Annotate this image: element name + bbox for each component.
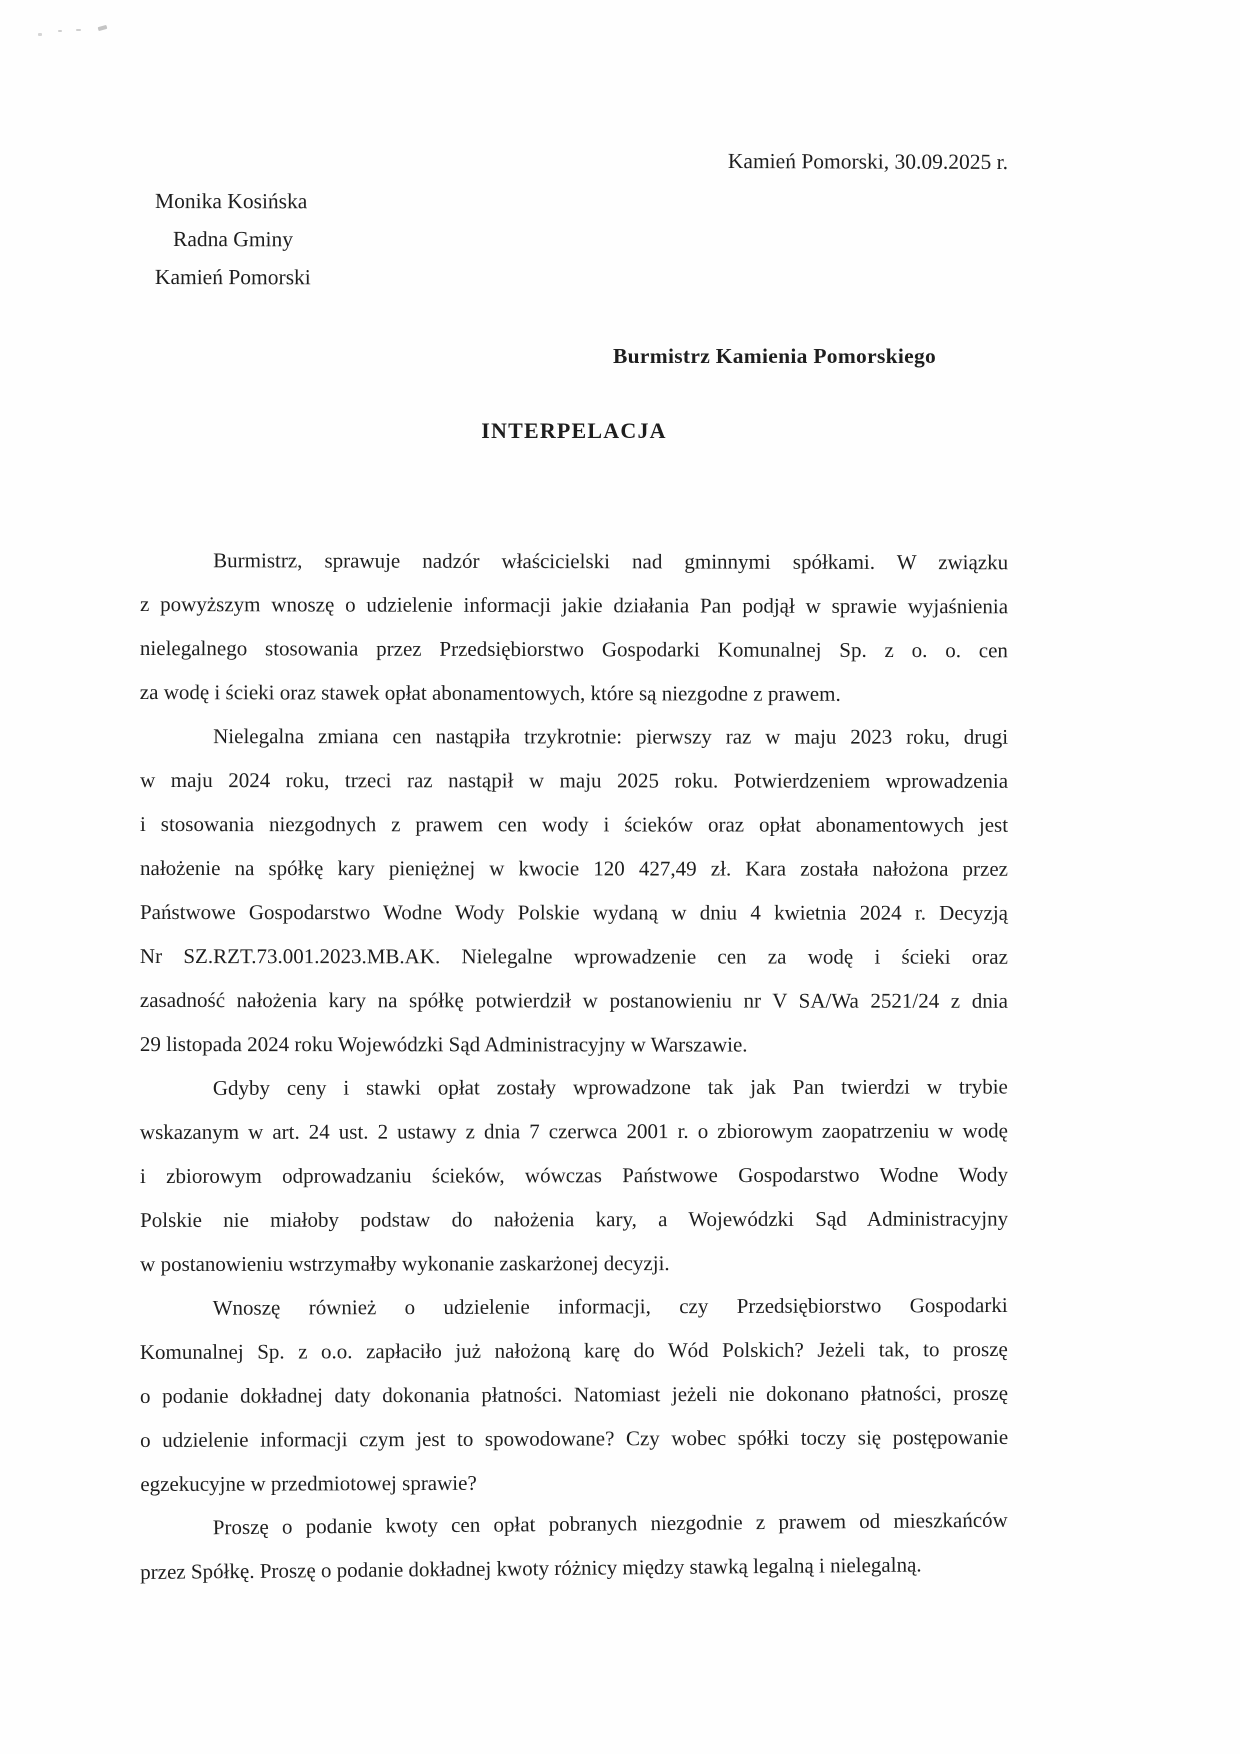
body-line: Wnoszę również o udzielenie informacji, czy Przedsiębiorstwo Gospodarki (212, 1292, 1008, 1320)
body-line: Nielegalna zmiana cen nastąpiła trzykrotnie: pierwszy raz w maju 2023 roku, drugi (213, 724, 1009, 749)
body-line: o udzielenie informacji czym jest to spowodowane? Czy wobec spółki toczy się postępowanie (140, 1424, 1009, 1452)
paragraph-4 (140, 1283, 1009, 1506)
scan-artifact (98, 25, 108, 31)
body-line: 29 listopada 2024 roku Wojewódzki Sąd Administracyjny w Warszawie. (139, 1032, 748, 1057)
scan-artifact (38, 33, 42, 36)
sender-name: Monika Kosińska (155, 189, 308, 214)
body-line: Państwowe Gospodarstwo Wodne Wody Polskie wydaną w dniu 4 kwietnia 2024 r. Decyzją (139, 900, 1008, 925)
letter-body (140, 538, 1008, 1594)
body-line: Gdyby ceny i stawki opłat zostały wprowadzone tak jak Pan twierdzi w trybie (212, 1074, 1008, 1100)
scan-artifact (58, 30, 62, 32)
body-line: Komunalnej Sp. z o.o. zapłaciło już nałożoną karę do Wód Polskich? Jeżeli tak, to proszę (139, 1336, 1008, 1365)
body-line: egzekucyjne w przedmiotowej sprawie? (140, 1470, 477, 1496)
body-line: i stosowania niezgodnych z prawem cen wody i ścieków oraz opłat abonamentowych jest (140, 812, 1009, 837)
sender-city: Kamień Pomorski (154, 265, 311, 290)
body-line: zasadność nałożenia kary na spółkę potwierdził w postanowieniu nr V SA/Wa 2521/24 z dnia (139, 988, 1008, 1013)
body-line: za wodę i ścieki oraz stawek opłat abonamentowych, które są niezgodne z prawem. (139, 679, 841, 706)
paragraph-3 (140, 1064, 1008, 1286)
body-line: nielegalnego stosowania przez Przedsiębiorstwo Gospodarki Komunalnej Sp. z o. o. cen (139, 636, 1008, 663)
scan-artifact (76, 29, 81, 31)
body-line: w postanowieniu wstrzymałby wykonanie zaskarżonej decyzji. (140, 1251, 670, 1276)
letter-content (140, 0, 1008, 1594)
addressee: Burmistrz Kamienia Pomorskiego (613, 344, 937, 368)
paragraph-5 (140, 1498, 1009, 1594)
document-title: INTERPELACJA (481, 418, 667, 443)
body-line: Proszę o podanie kwoty cen opłat pobranych niezgodnie z prawem od mieszkańców (212, 1507, 1008, 1540)
body-line: przez Spółkę. Proszę o podanie dokładnej kwoty różnicy między stawką legalną i nielegalną. (140, 1552, 922, 1584)
sender-block (140, 182, 1008, 298)
sender-role: Radna Gminy (172, 227, 294, 252)
paragraph-2 (140, 714, 1008, 1067)
body-line: Burmistrz, sprawuje nadzór właścicielski nad gminnymi spółkami. W związku (213, 548, 1009, 575)
body-line: Nr SZ.RZT.73.001.2023.MB.AK. Nielegalne wprowadzenie cen za wodę i ścieki oraz (139, 944, 1008, 969)
body-line: wskazanym w art. 24 ust. 2 ustawy z dnia 7 czerwca 2001 r. o zbiorowym zaopatrzeniu w wodę (139, 1118, 1008, 1144)
place-and-date: Kamień Pomorski, 30.09.2025 r. (727, 149, 1009, 174)
body-line: Polskie nie miałoby podstaw do nałożenia kary, a Wojewódzki Sąd Administracyjny (140, 1206, 1009, 1232)
body-line: w maju 2024 roku, trzeci raz nastąpił w maju 2025 roku. Potwierdzeniem wprowadzenia (140, 768, 1009, 793)
paragraph-1 (140, 538, 1008, 716)
body-line: z powyższym wnoszę o udzielenie informacji jakie działania Pan podjął w sprawie wyjaśnienia (140, 592, 1009, 619)
body-line: o podanie dokładnej daty dokonania płatności. Natomiast jeżeli nie dokonano płatności, proszę (139, 1380, 1009, 1408)
body-line: nałożenie na spółkę kary pieniężnej w kwocie 120 427,49 zł. Kara została nałożona przez (140, 856, 1009, 881)
body-line: i zbiorowym odprowadzaniu ścieków, wówczas Państwowe Gospodarstwo Wodne Wody (139, 1162, 1009, 1188)
